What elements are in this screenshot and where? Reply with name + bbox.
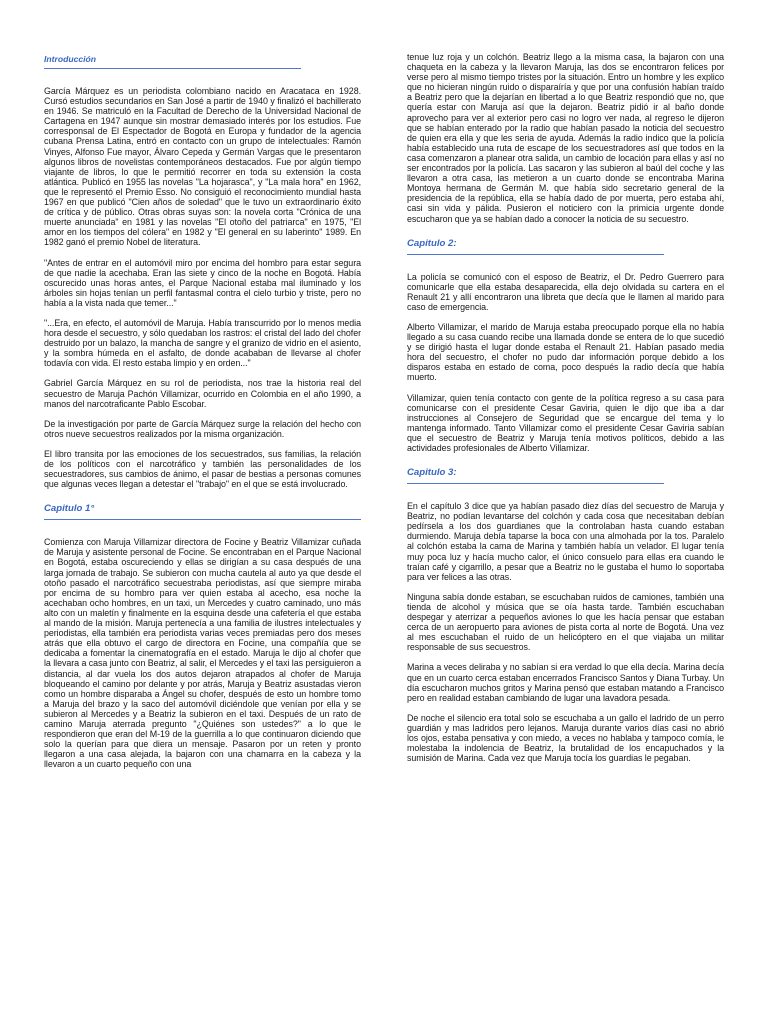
paragraph: García Márquez es un periodista colombiano nacido en Aracataca en 1928. Cursó estudios secundarios en San José a partir de 1940 y finalizó el bachillerato en 1946. Se matriculó en la Facultad de Derecho de la Universidad Nacional de Cartagena en 1947 aunque sin mostrar demasiado interés por los estudios. Fue corresponsal de El Espectador de Bogotá en Europa y fundador de la agencia cubana Prensa Latina, entró en contacto con un grupo de intelectuales: Ramón Vinyes, Alfonso Fue mayor, Álvaro Cepeda y Germán Vargas que le presentaron algunos libros de novelistas contemporáneos destacados. Fue por algún tiempo viajante de libros, lo que le permitió recorrer en toda su extensión la costa atlántica. Publicó en 1955 las novelas "La hojarasca", y "La mala hora" en 1962, que le representó el Premio Esso. No consiguió el reconocimiento mundial hasta 1967 en que publicó "Cien años de soledad" que le tuvo un extraordinario éxito de crítica y de público. Otras obras suyas son: la novela corta "Crónica de una muerte anunciada" en 1981 y las novelas "El otoño del patriarca" en 1975, "El amor en los tiempos del cólera" en 1982 y "El general en su laberinto" 1989. En 1982 ganó el premio Nobel de literatura. [44,86,361,248]
paragraph: Alberto Villamizar, el marido de Maruja estaba preocupado porque ella no había llegado a su casa cuando recibe una llamada donde se entera de lo que sucedió y se dirigió hasta el lugar donde estaba el Renault 21. Habían pasado media hora del secuestro, el chofer no pudo dar información porque debido a los disparos estaba en estado de coma, poco después la radio decía que había muerto. [407,321,724,383]
paragraph: "Antes de entrar en el automóvil miro por encima del hombro para estar segura de que nadie la acechaba. Eran las siete y cinco de la noche en Bogotá. Había oscurecido unas horas antes, el Parque Nacional estaba mal iluminado y los árboles sin hojas tenían un perfil fantasmal contra el cielo turbio y triste, pero no había a la vista nada que temer..." [44,257,361,308]
section-heading-capitulo-1: Capitulo 1° [44,503,361,520]
left-column [44,54,361,769]
paragraph: Villamizar, quien tenía contacto con gente de la política regreso a su casa para comunicarse con el presidente Cesar Gaviria, quien le dijo que iba a dar instrucciones al Consejero de Seguridad que se encargue del tema y lo mantenga informado. Tanto Villamizar como el presidente Cesar Gaviria sabían que el secuestro de Beatriz y Maruja tenía motivos políticos, debido a las actividades profesionales de Alberto Villamizar. [407,392,724,453]
paragraph: Marina a veces deliraba y no sabían si era verdad lo que ella decía. Marina decía que en un cuarto cerca estaban encerrados Francisco Santos y Diana Turbay. Un día escucharon muchos gritos y Marina pensó que estaban matando a Francisco pero en realidad estaban cambiando de lugar una lavadora pesada. [407,662,724,703]
paragraph: De la investigación por parte de García Márquez surge la relación del hecho con otros nueve secuestros realizados por la misma organización. [44,418,361,439]
section-heading-capitulo-2: Capitulo 2: [407,238,664,255]
section-heading-capitulo-3: Capitulo 3: [407,467,664,484]
paragraph: En el capítulo 3 dice que ya habían pasado diez días del secuestro de Maruja y Beatriz, no podían levantarse del colchón y cada cosa que necesitaban debían pedírsela a los dos guardianes que la controlaban hasta cuando estaban durmiendo. Maruja debía taparse la boca con una almohada por la tos. Paralelo al colchón estaba la cama de Marina y también había un velador. El lugar tenía muy poca luz y hacía mucho calor, el único consuelo para ellas era cuando le traían café y cigarrillo, a pesar que a Beatriz no le gustaba el humo lo soportaba para ver felices a las otras. [407,501,724,582]
paragraph: Ninguna sabía donde estaban, se escuchaban ruidos de camiones, también una tienda de alcohol y música que se oía hasta tarde. También escuchaban despegar y aterrizar a pequeños aviones lo que les hacía pensar que estaban cerca de un aeropuerto para aviones de pista corta al norte de Bogotá. Una vez al mes escuchaban el ruido de un helicóptero en el que viajaba un militar responsable de sus secuestros. [407,591,724,653]
paragraph: La policía se comunicó con el esposo de Beatriz, el Dr. Pedro Guerrero para comunicarle que ella estaba desaparecida, ella dejo olvidada su cartera en el Renault 21 y allí encontraron una libreta que decía que le llamen al marido para caso de emergencia. [407,271,724,312]
paragraph: Gabriel García Márquez en su rol de periodista, nos trae la historia real del secuestro de Maruja Pachón Villamizar, ocurrido en Colombia en el año 1990, a manos del narcotraficante Pablo Escobar. [44,378,361,409]
paragraph: "...Era, en efecto, el automóvil de Maruja. Había transcurrido por lo menos media hora desde el secuestro, y sólo quedaban los rastros: el cristal del lado del chofer destruido por un balazo, la mancha de sangre y el granizo de vidrio en el asiento, y la sombra húmeda en el asfalto, de donde acababan de llevarse al chofer todavía con vida. El resto estaba limpio y en orden..." [44,317,361,369]
paragraph: Comienza con Maruja Villamizar directora de Focine y Beatriz Villamizar cuñada de Maruja y asistente personal de Focine. Se encontraban en el Parque Nacional en Bogotá, estaba oscureciendo y ellas se dirigían a su casa después de una larga jornada de trabajo. Se subieron con mucha cautela al auto ya que desde el otoño pasado el narcotráfico secuestraba periodistas, así que siempre miraba por encima de su hombro para ver quien estaba al acecho, esa noche la acechaban ocho hombres, en un taxi, un Mercedes y cuatro caminado, uno más alto con un maletín y finalmente en la esquina desde una cafetería el que estaba al mando de la misión. Maruja pertenecía a una familia de ilustres intelectuales y periodistas, ella también era periodista varias veces premiadas pero dos meses atrás que ella obtuvo el cargo de directora en Focine, una compañía que se dedicaba a fomentar la cinematografía en el estado. Maruja le dijo al chofer que la llevara a casa junto con Beatriz, al salir, el Mercedes y el taxi las persiguieron a distancia, al dar vuela los dos autos dejaron atrapados al chofer de Maruja bloqueando el camino por delante y por atrás, Maruja y Beatriz asustadas vieron como un hombre disparaba a Ángel su chofer, después de esto un hombre tomo a Maruja del brazo y la saco del automóvil diciéndole que venían por ella y se subieron al Mercedes y a Beatriz la subieron en el taxi. Después de un rato de camino Maruja aterrada pregunto "¿Quiénes son ustedes?" a lo que le respondieron que eran del M-19 de la guerrilla a lo que continuaron diciendo que solo la querían para que diera un mensaje. Pasaron por un reten y pronto llegaron a una casa alejada, la bajaron con una chamarra en la cabeza y la llevaron a un cuarto pequeño con una [44,537,361,770]
paragraph: De noche el silencio era total solo se escuchaba a un gallo el ladrido de un perro guardián y mas ladridos pero lejanos. Maruja durante varios días casi no abrió los ojos, estaba pensativa y con miedo, a veces no hablaba y tampoco comía, le molestaba la indolencia de Beatriz, la brutalidad de los encapuchados y la sumisión de Marina. Cada vez que Maruja tocía los guardias le pegaban. [407,712,724,764]
right-column [407,52,724,763]
paragraph: tenue luz roja y un colchón. Beatriz llego a la misma casa, la bajaron con una chaqueta en la cabeza y la llevaron Maruja, las dos se encontraron felices por verse pero al mismo tiempo tristes por la situación. Entro un hombre y les explico que no hicieran ningún ruido o disparaíría y que por una confusión habían traído a Beatriz pero que la dejarían en libertad a lo que Beatriz respondió que no, que quería estar con Maruja así que la dejaron. Beatriz pidió ir al baño donde aprovecho para ver al exterior pero casi no logro ver nada, al regreso le dijeron que se habían enterado por la radio que habían pasado la noticia del secuestro de quien era ella y que les seria de ayuda. Además la radio indico que la policía había establecido una ruta de escape de los secuestradores así que todos en la casa comenzaron a planear otra salida, un cambio de locación para ellas y así no ser encontrados por la policía. Las sacaron y las subieron al baúl del coche y las llevaron a otra casa, las metieron a un cuarto donde se encontraba Marina Montoya hermana de Germán M. que había sido secretario general de la presidencia de la república, ella se había dado de por muerta, pero estaba ahí, casi sin vida y pálida. Pusieron el noticiero con la primicia urgente donde escucharon que ya se habían dado a conocer la noticia de su secuestro. [407,52,724,224]
section-heading-introduccion: Introducción [44,54,301,69]
paragraph: El libro transita por las emociones de los secuestrados, sus familias, la relación de los políticos con el narcotráfico y también las personalidades de los secuestradores, sus cambios de ánimo, el pasar de bestias a personas comunes que algunas veces llegan a detestar el "trabajo" en el que se está involucrado. [44,448,361,490]
